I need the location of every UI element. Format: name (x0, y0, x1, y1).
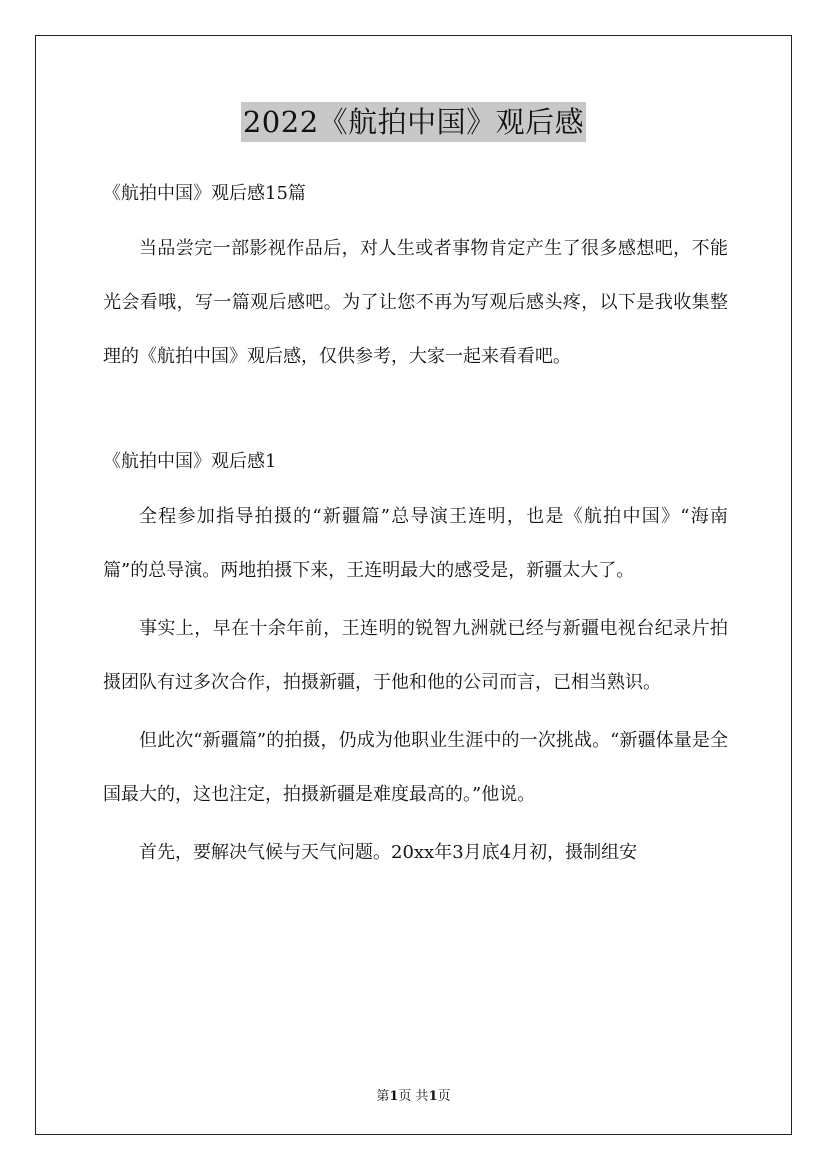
document-body (103, 172, 728, 880)
intro-paragraph: 当品尝完一部影视作品后，对人生或者事物肯定产生了很多感想吧，不能光会看哦，写一篇观后感吧。为了让您不再为写观后感头疼，以下是我收集整理的《航拍中国》观后感，仅供参考，大家一起来看看吧。 (103, 238, 728, 367)
body-paragraph-3: 但此次“新疆篇”的拍摄，仍成为他职业生涯中的一次挑战。“新疆体量是全国最大的，这也注定，拍摄新疆是难度最高的。”他说。 (103, 730, 728, 805)
footer-suffix: 页 (437, 1089, 451, 1104)
current-page-number: 1 (389, 1089, 399, 1104)
body-paragraph-4: 首先，要解决气候与天气问题。20xx年3月底4月初，摄制组安 (139, 842, 638, 863)
footer-mid: 页 共 (398, 1089, 429, 1104)
title-container (0, 102, 827, 142)
document-subtitle: 《航拍中国》观后感15篇 (103, 183, 306, 204)
total-pages-number: 1 (428, 1089, 438, 1104)
page-footer (0, 1085, 827, 1104)
footer-prefix: 第 (376, 1089, 390, 1104)
body-paragraph-2: 事实上，早在十余年前，王连明的锐智九洲就已经与新疆电视台纪录片拍摄团队有过多次合作，拍摄新疆，于他和他的公司而言，已相当熟识。 (103, 618, 728, 693)
section-heading: 《航拍中国》观后感1 (103, 451, 277, 472)
document-title: 2022《航拍中国》观后感 (241, 102, 586, 142)
body-paragraph-1: 全程参加指导拍摄的“新疆篇”总导演王连明，也是《航拍中国》“海南篇”的总导演。两地拍摄下来，王连明最大的感受是，新疆太大了。 (103, 506, 728, 581)
